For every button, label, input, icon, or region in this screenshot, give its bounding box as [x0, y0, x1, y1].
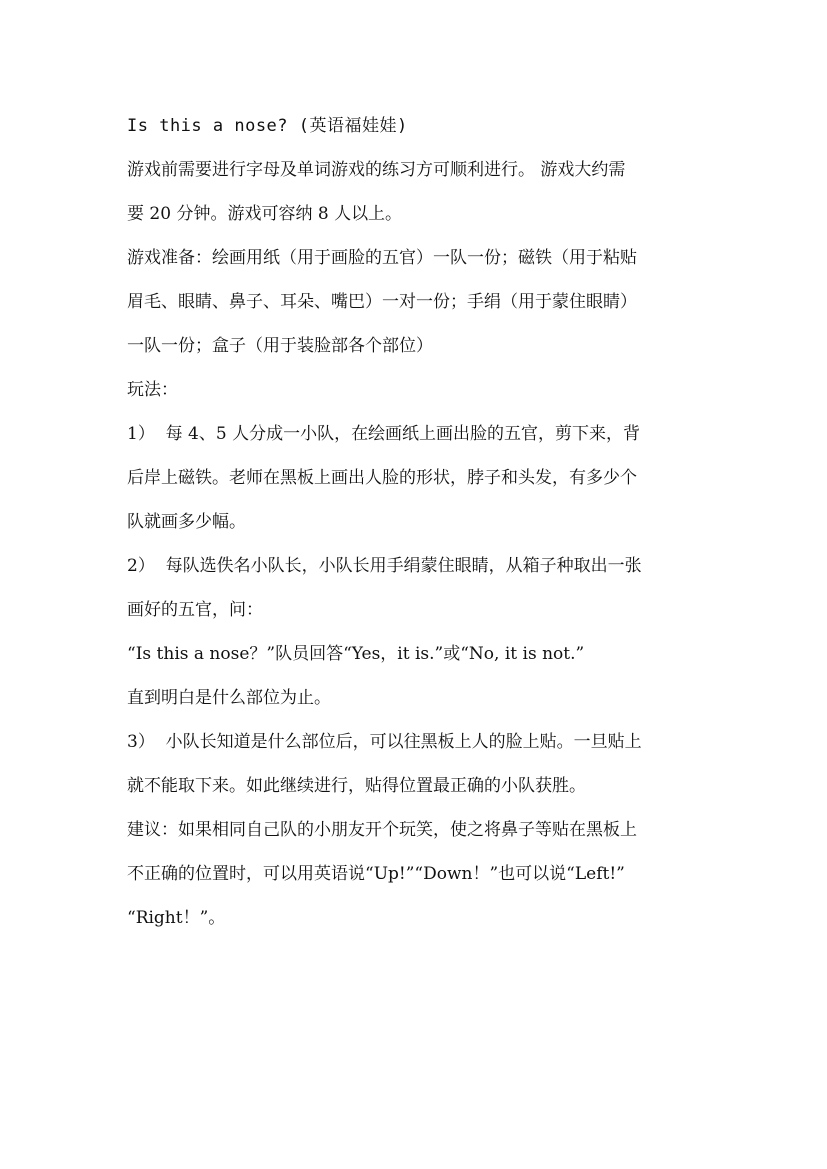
section-heading: 玩法： [127, 380, 178, 400]
paragraph-line: 眉毛、眼睛、鼻子、耳朵、嘴巴）一对一份；手绢（用于蒙住眼睛） [127, 292, 637, 312]
paragraph-line: 不正确的位置时，可以用英语说“Up!”“Down！”也可以说“Left!” [127, 864, 625, 884]
paragraph-line: 画好的五官，问： [127, 600, 263, 620]
paragraph-line: 游戏前需要进行字母及单词游戏的练习方可顺利进行。 游戏大约需 [127, 160, 626, 180]
paragraph-line: 要 20 分钟。游戏可容纳 8 人以上。 [127, 204, 403, 224]
paragraph-line: 直到明白是什么部位为止。 [127, 688, 331, 708]
numbered-step-line: 2） 每队选佚名小队长，小队长用手绢蒙住眼睛，从箱子种取出一张 [127, 556, 642, 576]
paragraph-line: “Right！”。 [127, 908, 226, 928]
numbered-step-line: 3） 小队长知道是什么部位后，可以往黑板上人的脸上贴。一旦贴上 [127, 732, 642, 752]
paragraph-line: 后岸上磁铁。老师在黑板上画出人脸的形状，脖子和头发，有多少个 [127, 468, 637, 488]
paragraph-line: 游戏准备：绘画用纸（用于画脸的五官）一队一份；磁铁（用于粘贴 [127, 248, 637, 268]
paragraph-line: 队就画多少幅。 [127, 512, 246, 532]
suggestion-line: 建议：如果相同自己队的小朋友开个玩笑，使之将鼻子等贴在黑板上 [127, 820, 637, 840]
paragraph-line: 一队一份；盒子（用于装脸部各个部位） [127, 336, 433, 356]
paragraph-line: 就不能取下来。如此继续进行，贴得位置最正确的小队获胜。 [127, 776, 586, 796]
document-title: Is this a nose? (英语福娃娃) [127, 116, 408, 136]
document-body [127, 104, 727, 940]
quoted-dialogue-line: “Is this a nose？”队员回答“Yes，it is.”或“No, it is not.” [127, 644, 585, 664]
numbered-step-line: 1） 每 4、5 人分成一小队，在绘画纸上画出脸的五官，剪下来，背 [127, 424, 641, 444]
